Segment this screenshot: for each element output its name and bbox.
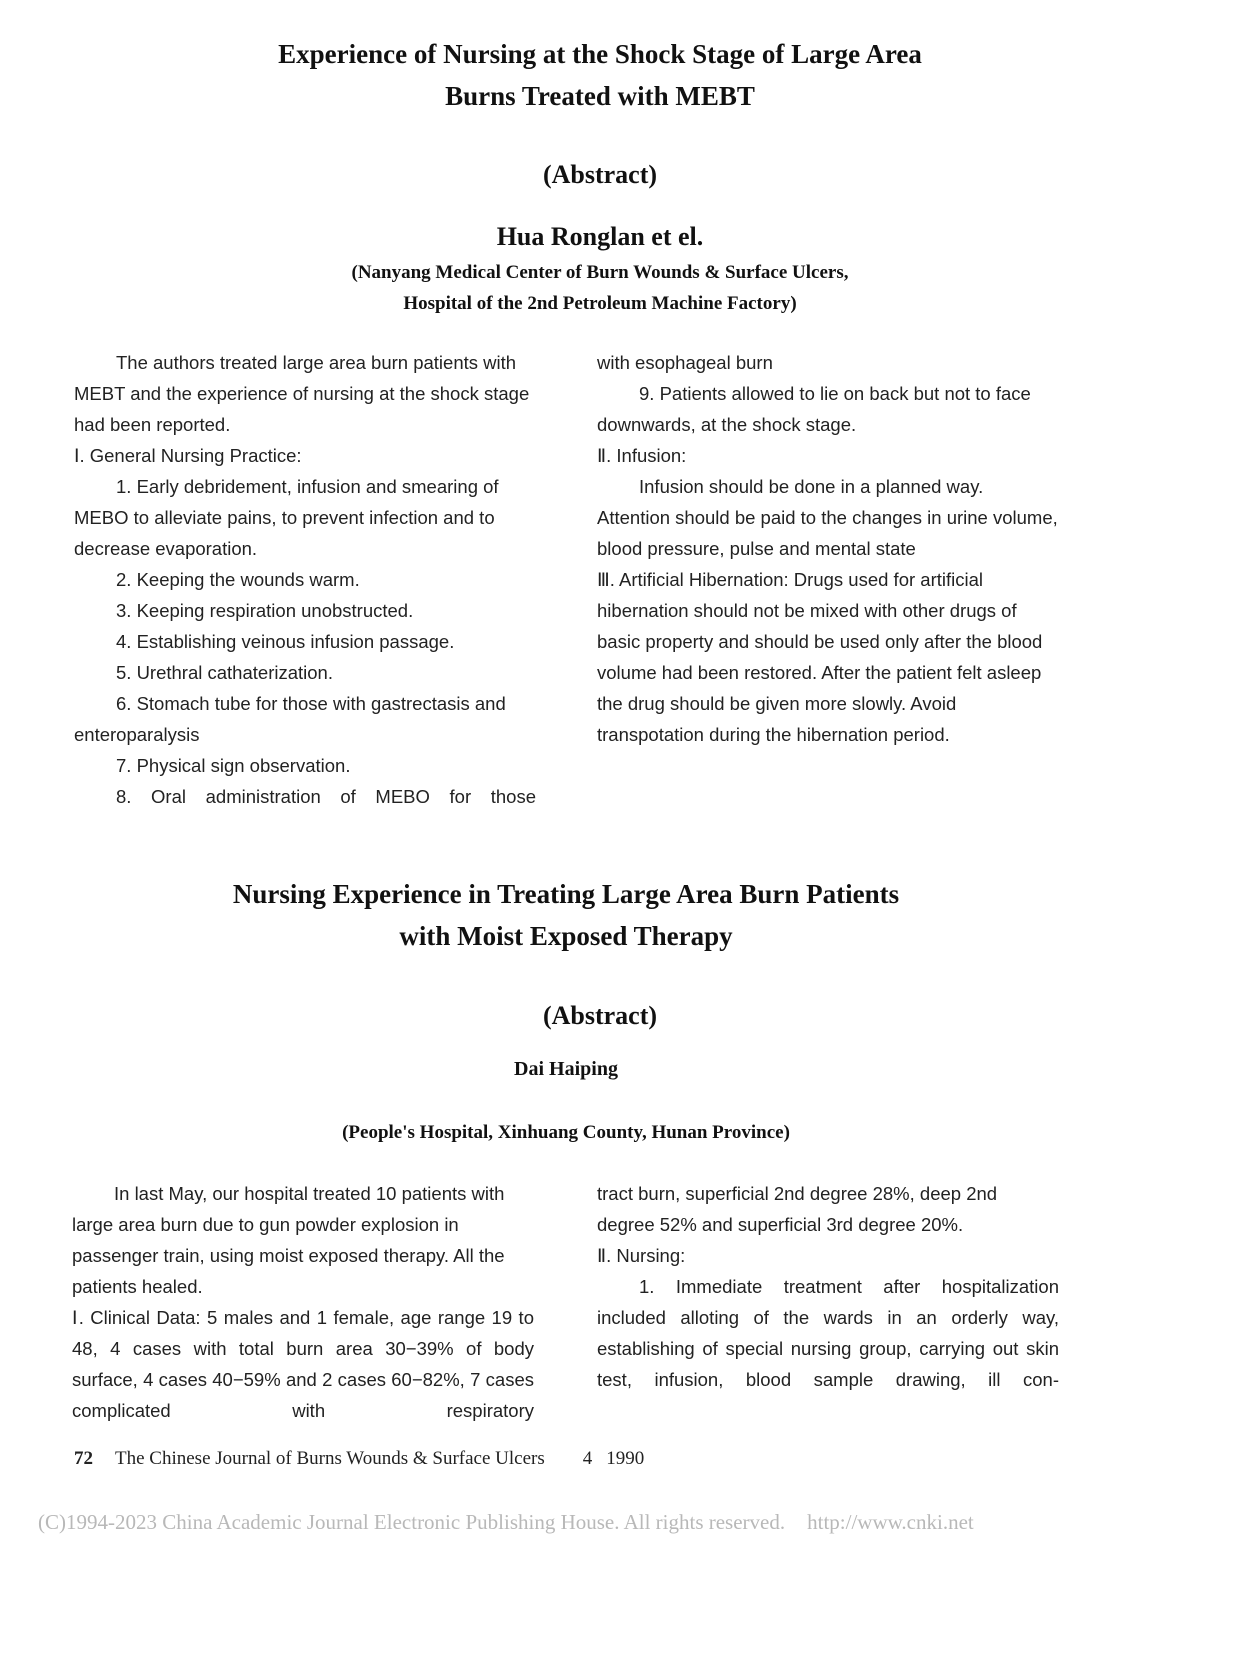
list-item: 1. Early debridement, infusion and smearing of MEBO to alleviate pains, to prevent infection and to decrease evaporation. [74, 476, 499, 559]
article1-author: Hua Ronglan et el. [496, 222, 704, 251]
list-item: 3. Keeping respiration unobstructed. [116, 600, 414, 621]
issue-number: 4 [582, 1448, 593, 1469]
copyright-notice [38, 1510, 974, 1535]
section-heading: Ⅰ. General Nursing Practice: [74, 445, 302, 466]
paragraph: The authors treated large area burn patients with MEBT and the experience of nursing at the shock stage had been reported. [74, 352, 530, 435]
paragraph: In last May, our hospital treated 10 patients with large area burn due to gun powder explosion in passenger train, using moist exposed therapy. All the patients healed. [72, 1183, 505, 1297]
section-heading: Ⅱ. Infusion: [597, 445, 687, 466]
article1-title-line2: Burns Treated with MEBT [445, 81, 755, 111]
paragraph: Infusion should be done in a planned way. Attention should be paid to the changes in urine volume, blood pressure, pulse and mental state [597, 476, 1058, 559]
copyright-text: (C)1994-2023 China Academic Journal Electronic Publishing House. All rights reserved. [38, 1510, 786, 1534]
article2-abstract-label: (Abstract) [542, 1001, 658, 1030]
list-item: 7. Physical sign observation. [116, 755, 351, 776]
paragraph: Ⅲ. Artificial Hibernation: Drugs used for artificial hibernation should not be mixed with other drugs of basic property and should be used only after the blood volume had been restored. After the patient felt asleep the drug should be given more slowly. Avoid transpotation during the hibernation period. [597, 569, 1043, 745]
section-heading: Ⅱ. Nursing: [597, 1245, 686, 1266]
section-paragraph: Ⅰ. Clinical Data: 5 males and 1 female, age range 19 to 48, 4 cases with total burn area 30−39% of body surface, 4 cases 40−59% and 2 cases 60−82%, 7 cases complicated with respiratory [72, 1307, 534, 1421]
copyright-url: http://www.cnki.net [807, 1510, 974, 1534]
paragraph: tract burn, superficial 2nd degree 28%, deep 2nd degree 52% and superficial 3rd degree 20%. [597, 1183, 998, 1235]
paragraph: with esophageal burn [597, 352, 773, 373]
article2-right-column [597, 1178, 1059, 1395]
article2-author: Dai Haiping [514, 1058, 618, 1080]
article2-title-line1: Nursing Experience in Treating Large Area Burn Patients [232, 879, 900, 909]
year: 1990 [606, 1448, 645, 1469]
paragraph: 1. Immediate treatment after hospitalization included alloting of the wards in an orderly way, establishing of special nursing group, carrying out skin test, infusion, blood sample drawing, ill con- [597, 1276, 1059, 1390]
article1-left-column [74, 347, 536, 812]
article1-right-column [597, 347, 1059, 750]
list-item: 6. Stomach tube for those with gastrectasis and enteroparalysis [74, 693, 506, 745]
article2-affiliation: (People's Hospital, Xinhuang County, Hunan Province) [342, 1122, 790, 1143]
article2-title-line2: with Moist Exposed Therapy [399, 921, 733, 951]
page-footer [74, 1448, 644, 1470]
article2-left-column [72, 1178, 534, 1426]
article1-affiliation-line2: Hospital of the 2nd Petroleum Machine Factory) [403, 293, 797, 314]
list-item: 4. Establishing veinous infusion passage. [116, 631, 455, 652]
article1-affiliation-line1: (Nanyang Medical Center of Burn Wounds & Surface Ulcers, [351, 262, 849, 283]
list-item: 2. Keeping the wounds warm. [116, 569, 360, 590]
article1-title-line1: Experience of Nursing at the Shock Stage of Large Area [278, 39, 922, 69]
article2-title [0, 873, 1166, 957]
article1-affiliation [0, 257, 1200, 319]
list-item: 8. Oral administration of MEBO for those [116, 786, 536, 807]
list-item: 9. Patients allowed to lie on back but not to face downwards, at the shock stage. [597, 383, 1031, 435]
list-item: 5. Urethral cathaterization. [116, 662, 333, 683]
page-number: 72 [74, 1448, 93, 1469]
journal-name: The Chinese Journal of Burns Wounds & Surface Ulcers [115, 1448, 545, 1469]
article1-title [0, 33, 1200, 117]
article1-abstract-label: (Abstract) [542, 160, 658, 189]
